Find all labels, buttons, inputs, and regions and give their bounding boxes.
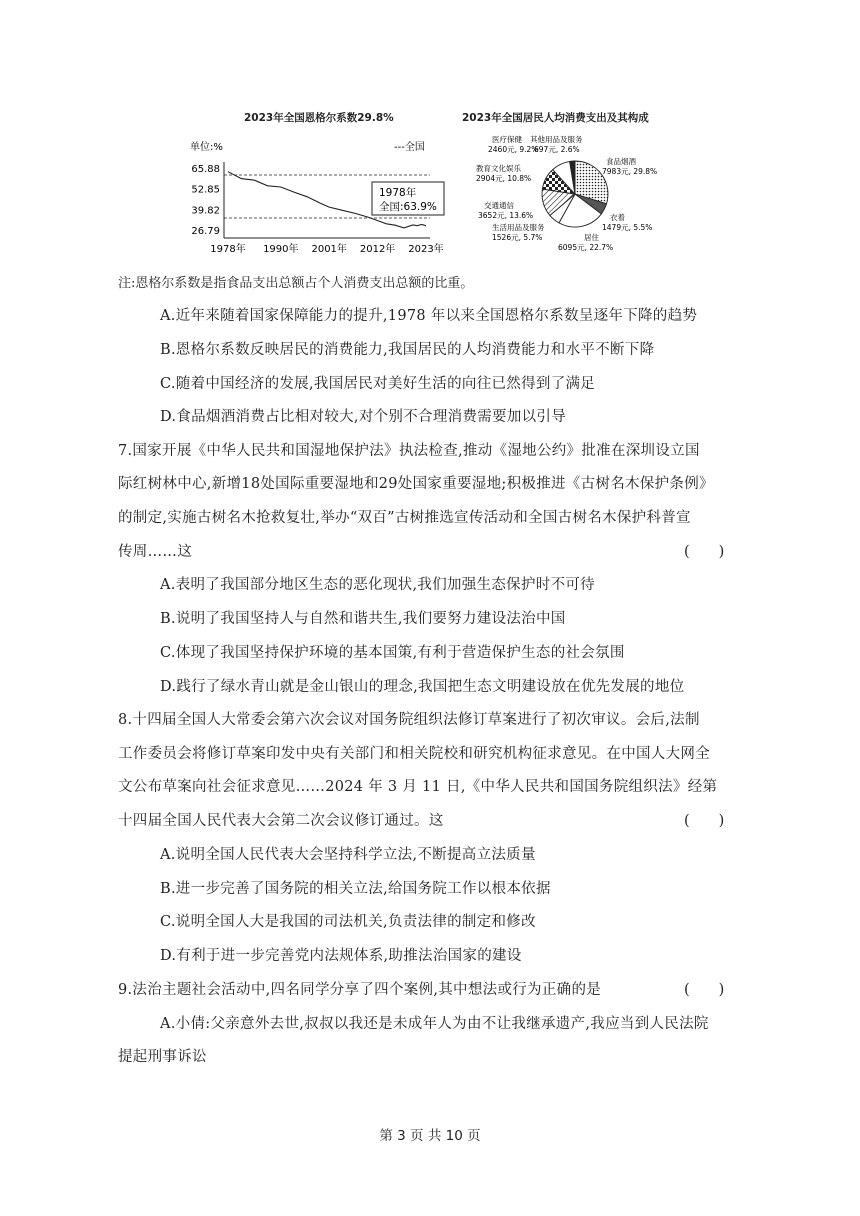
label-edu-name: 教育文化娱乐: [476, 164, 521, 173]
label-food-val: 7983元, 29.8%: [602, 167, 658, 176]
label-housing-val: 6095元, 22.7%: [558, 243, 614, 252]
q9-stem: 9.法治主题社会活动中,四名同学分享了四个案例,其中想法或行为正确的是: [118, 982, 602, 998]
label-other-name: 其他用品及服务: [530, 135, 583, 144]
q9-option-a-line2: 提起刑事诉讼: [118, 1049, 207, 1065]
q7-option-d: D.践行了绿水青山就是金山银山的理念,我国把生态文明建设放在优先发展的地位: [160, 679, 685, 695]
q9-option-a-line1: A.小倩:父亲意外去世,叔叔以我还是未成年人为由不让我继承遗产,我应当到人民法院: [160, 1016, 709, 1032]
pie-chart-title: 2023年全国居民人均消费支出及其构成: [462, 112, 649, 124]
q8-option-c: C.说明全国人大是我国的司法机关,负责法律的制定和修改: [160, 914, 536, 930]
x-tick-label: 2001年: [311, 244, 347, 255]
label-housing-name: 居住: [584, 233, 599, 242]
q9-answer-paren: ( ): [684, 982, 725, 998]
q7-option-a: A.表明了我国部分地区生态的恶化现状,我们加强生态保护时不可待: [160, 577, 595, 593]
consumption-pie-chart: [462, 124, 702, 260]
label-transport-name: 交通通信: [484, 201, 514, 210]
y-tick-label: 39.82: [191, 205, 220, 217]
y-tick-label: 26.79: [191, 225, 220, 237]
x-tick-label: 2023年: [408, 244, 444, 255]
q8-option-a: A.说明全国人民代表大会坚持科学立法,不断提高立法质量: [160, 847, 536, 863]
engel-line-chart: [186, 124, 448, 258]
q7-option-c: C.体现了我国坚持保护环境的基本国策,有利于营造保护生态的社会氛围: [160, 645, 625, 661]
label-other-val: 697元, 2.6%: [534, 145, 580, 154]
q8-stem-line3: 文公布草案向社会征求意见……2024 年 3 月 11 日,《中华人民共和国国务院组织法》经第: [118, 779, 718, 795]
q7-stem-line1: 7.国家开展《中华人民共和国湿地保护法》执法检查,推动《湿地公约》批准在深圳设立国: [118, 443, 700, 459]
q6-option-a: A.近年来随着国家保障能力的提升,1978 年以来全国恩格尔系数呈逐年下降的趋势: [160, 308, 698, 324]
q6-option-d: D.食品烟酒消费占比相对较大,对个别不合理消费需要加以引导: [160, 409, 567, 425]
q7-stem-line3: 的制定,实施古树名木抢救复壮,举办“双百”古树推选宣传活动和全国古树名木保护科普宣: [118, 510, 691, 526]
x-tick-label: 1990年: [263, 244, 299, 255]
q7-answer-paren: ( ): [684, 544, 725, 560]
label-clothing-val: 1479元, 5.5%: [602, 223, 653, 232]
label-medical-name: 医疗保健: [492, 135, 522, 144]
x-tick-label: 1978年: [210, 244, 246, 255]
callout-line1: 1978年: [379, 187, 417, 199]
label-daily-name: 生活用品及服务: [492, 223, 545, 232]
page-footer: 第 3 页 共 10 页: [379, 1128, 481, 1144]
q8-stem-line2: 工作委员会将修订草案印发中央有关部门和相关院校和研究机构征求意见。在中国人大网全: [118, 746, 710, 762]
label-medical-val: 2460元, 9.2%: [488, 145, 539, 154]
q8-option-d: D.有利于进一步完善党内法规体系,助推法治国家的建设: [160, 948, 522, 964]
label-edu-val: 2904元, 10.8%: [476, 174, 532, 183]
x-tick-label: 2012年: [359, 244, 396, 255]
q8-stem-line1: 8.十四届全国人大常委会第六次会议对国务院组织法修订草案进行了初次审议。会后,法制: [118, 712, 700, 728]
unit-label: 单位:%: [190, 142, 223, 153]
q8-answer-paren: ( ): [684, 813, 725, 829]
q7-option-b: B.说明了我国坚持人与自然和谐共生,我们要努力建设法治中国: [160, 611, 566, 627]
chart-note: 注:恩格尔系数是指食品支出总额占个人消费支出总额的比重。: [118, 276, 474, 291]
q8-stem-line4: 十四届全国人民代表大会第二次会议修订通过。这: [118, 813, 444, 829]
callout-line2: 全国:63.9%: [379, 201, 437, 213]
q7-stem-line4: 传周……这: [118, 544, 192, 560]
q6-option-b: B.恩格尔系数反映居民的消费能力,我国居民的人均消费能力和水平不断下降: [160, 342, 655, 358]
q7-stem-line2: 际红树林中心,新增18处国际重要湿地和29处国家重要湿地;积极推进《古树名木保护条例》: [118, 476, 714, 492]
legend-national: ---全国: [394, 142, 425, 153]
q8-option-b: B.进一步完善了国务院的相关立法,给国务院工作以根本依据: [160, 881, 551, 897]
line-chart-title: 2023年全国恩格尔系数29.8%: [244, 112, 394, 124]
label-clothing-name: 衣着: [610, 213, 625, 222]
y-tick-label: 65.88: [191, 164, 220, 176]
label-transport-val: 3652元, 13.6%: [478, 211, 534, 220]
label-food-name: 食品烟酒: [606, 157, 636, 166]
q6-option-c: C.随着中国经济的发展,我国居民对美好生活的向往已然得到了满足: [160, 376, 596, 392]
label-daily-val: 1526元, 5.7%: [492, 233, 543, 242]
y-tick-label: 52.85: [191, 184, 220, 196]
